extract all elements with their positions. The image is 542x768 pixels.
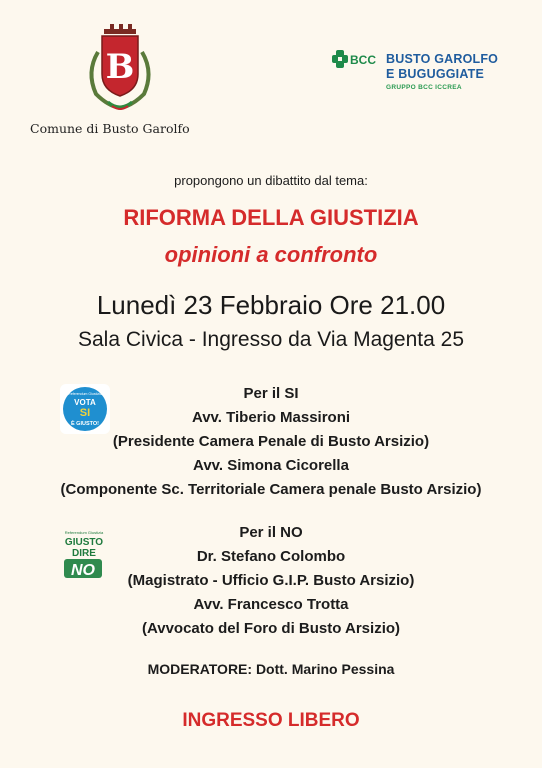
moderator: MODERATORE: Dott. Marino Pessina (147, 661, 395, 677)
no-heading: Per il NO (239, 524, 303, 541)
si-speaker-2-role: (Componente Sc. Territoriale Camera penale Busto Arsizio) (60, 481, 482, 498)
bank-name-line1: BUSTO GAROLFO (386, 52, 499, 66)
bank-name-line2: E BUGUGGIATE (386, 67, 485, 81)
no-badge-line3: NO (71, 562, 95, 579)
free-entrance: INGRESSO LIBERO (182, 710, 360, 731)
si-speaker-2-name: Avv. Simona Cicorella (193, 457, 349, 474)
no-speaker-2-role: (Avvocato del Foro di Busto Arsizio) (141, 620, 401, 637)
si-badge-line3: È GIUSTO! (70, 421, 100, 427)
municipal-crest-logo (78, 22, 162, 114)
event-date: Lunedì 23 Febbraio Ore 21.00 (96, 290, 446, 320)
si-heading: Per il SI (243, 385, 299, 402)
no-badge-top: Referendum Giustizia (64, 530, 104, 535)
event-place: Sala Civica - Ingresso da Via Magenta 25 (78, 328, 464, 351)
crest-letter: B (105, 47, 135, 87)
no-badge-line1: GIUSTO (64, 537, 104, 548)
municipality-name: Comune di Busto Garolfo (30, 121, 190, 136)
si-speaker-1-role: (Presidente Camera Penale di Busto Arsizio) (112, 433, 430, 450)
event-title: RIFORMA DELLA GIUSTIZIA (123, 205, 419, 230)
bank-group: GRUPPO BCC ICCREA (386, 84, 462, 91)
intro-text: propongono un dibattito dal tema: (174, 173, 368, 188)
si-badge-top: Referendum Giustizia (68, 392, 102, 396)
si-badge-line2: SI (79, 407, 91, 419)
si-speaker-1-name: Avv. Tiberio Massironi (191, 409, 351, 426)
no-badge-line2: DIRE (72, 548, 96, 559)
event-subtitle: opinioni a confronto (164, 242, 378, 267)
si-badge-line1: VOTA (74, 398, 96, 407)
no-speaker-2-name: Avv. Francesco Trotta (193, 596, 349, 613)
bank-abbrev: BCC (350, 53, 376, 67)
no-speaker-1-role: (Magistrato - Ufficio G.I.P. Busto Arsizio) (127, 572, 415, 589)
no-speaker-1-name: Dr. Stefano Colombo (196, 548, 346, 565)
